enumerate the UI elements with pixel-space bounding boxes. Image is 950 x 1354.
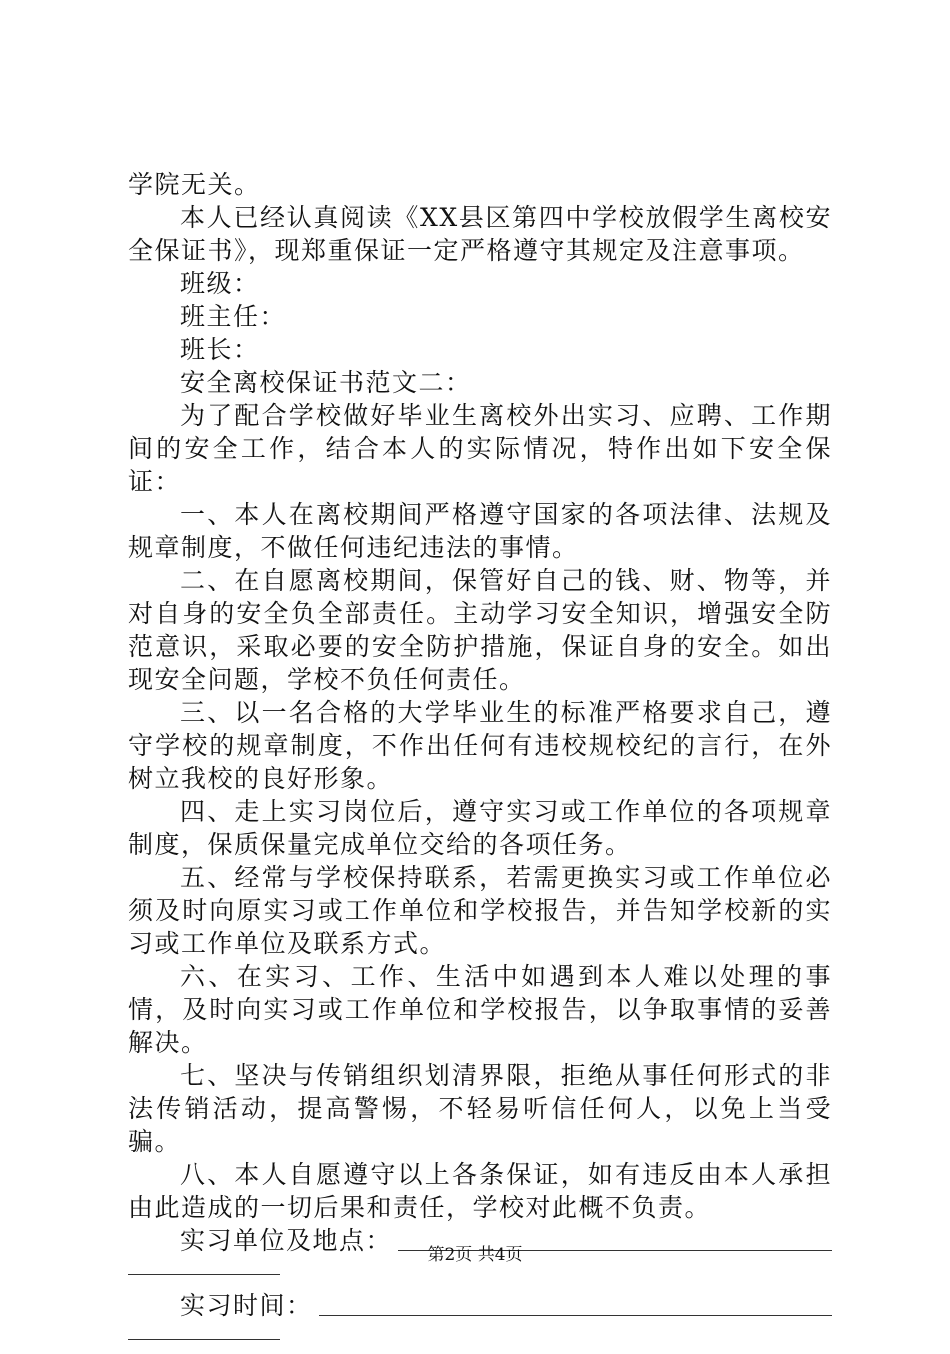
internship-time-blank [319,1314,832,1316]
paragraph-item-7: 七、坚决与传销组织划清界限，拒绝从事任何形式的非法传销活动，提高警惕，不轻易听信任何人，以免上当受骗。 [128,1061,832,1156]
internship-location-label: 实习单位及地点： [180,1226,393,1255]
paragraph-intro: 为了配合学校做好毕业生离校外出实习、应聘、工作期间的安全工作，结合本人的实际情况，特作出如下安全保证： [128,401,832,496]
field-class: 班级： [180,269,260,298]
paragraph-item-4: 四、走上实习岗位后，遵守实习或工作单位的各项规章制度，保质保量完成单位交给的各项任务。 [128,797,832,859]
paragraph-item-3: 三、以一名合格的大学毕业生的标准严格要求自己，遵守学校的规章制度，不作出任何有违校规校纪的言行，在外树立我校的良好形象。 [128,698,832,793]
internship-time-blank-continuation [128,1338,280,1340]
paragraph-item-1: 一、本人在离校期间严格遵守国家的各项法律、法规及规章制度，不做任何违纪违法的事情。 [128,500,832,562]
paragraph-item-5: 五、经常与学校保持联系，若需更换实习或工作单位必须及时向原实习或工作单位和学校报告，并告知学校新的实习或工作单位及联系方式。 [128,863,832,958]
internship-time-field [128,1289,832,1322]
field-head-teacher: 班主任： [180,302,287,331]
paragraph-item-6: 六、在实习、工作、生活中如遇到本人难以处理的事情，及时向实习或工作单位和学校报告，以争取事情的妥善解决。 [128,962,832,1057]
paragraph-item-2: 二、在自愿离校期间，保管好自己的钱、财、物等，并对自身的安全负全部责任。主动学习安全知识，增强安全防范意识，采取必要的安全防护措施，保证自身的安全。如出现安全问题，学校不负任何责任。 [128,566,832,694]
paragraph-continuation: 学院无关。 [128,170,261,199]
field-class-monitor: 班长： [180,335,260,364]
internship-time-label: 实习时间： [180,1291,313,1320]
paragraph-item-8: 八、本人自愿遵守以上各条保证，如有违反由本人承担由此造成的一切后果和责任，学校对此概不负责。 [128,1160,832,1222]
section-heading: 安全离校保证书范文二： [180,368,472,397]
page-number-footer: 第2页 共4页 [427,1245,523,1265]
document-body [128,168,832,1354]
internship-location-blank-continuation [128,1273,280,1275]
paragraph-pledge-statement: 本人已经认真阅读《XX县区第四中学校放假学生离校安全保证书》，现郑重保证一定严格遵守其规定及注意事项。 [128,203,832,265]
